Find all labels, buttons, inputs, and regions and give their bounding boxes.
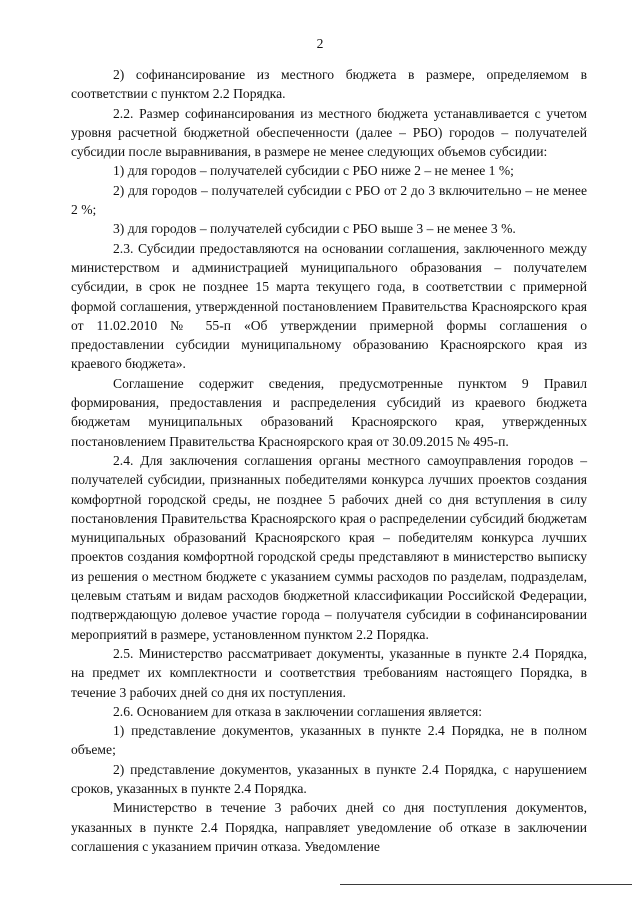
paragraph-rbo-2-to-3: 2) для городов – получателей субсидии с РБО от 2 до 3 включительно – не менее 2 %; <box>71 182 587 218</box>
paragraph-2-4: 2.4. Для заключения соглашения органы местного самоуправления городов – получателей субсидии, признанных победителями конкурса лучших проектов создания комфортной городской среды, не позднее 5 рабочих дней со дня вступления в силу постановления Правительства Красноярского края о распределении субсидий бюджетам муниципальных образований Красноярского края – победителям конкурса лучших проектов создания комфортной городской среды представляют в министерство выписку из решения о местном бюджете с указанием суммы расходов по разделам, подразделам, целевым статьям и видам расходов бюджетной классификации Российской Федерации, подтверждающую долевое участие города – получателя субсидии в софинансировании мероприятий в размере, установленном пунктом 2.2 Порядка. <box>71 452 587 642</box>
paragraph-agreement-contents: Соглашение содержит сведения, предусмотренные пунктом 9 Правил формирования, предоставления и распределения субсидий из краевого бюджета бюджетам муниципальных образований Красноярского края, утвержденных постановлением Правительства Красноярского края от 30.09.2015 № 495-п. <box>71 375 587 449</box>
paragraph-rbo-above-3: 3) для городов – получателей субсидии с РБО выше 3 – не менее 3 %. <box>113 221 516 237</box>
paragraph-2-6: 2.6. Основанием для отказа в заключении соглашения является: <box>113 703 483 719</box>
paragraph-2-2: 2.2. Размер софинансирования из местного бюджета устанавливается с учетом уровня расчетной бюджетной обеспеченности (далее – РБО) городов – получателей субсидии после выравнивания, в размере не менее следующих объемов субсидии: <box>71 105 587 160</box>
paragraph-2-5: 2.5. Министерство рассматривает документы, указанные в пункте 2.4 Порядка, на предмет их комплектности и соответствия требованиям настоящего Порядка, в течение 3 рабочих дней со дня их поступления. <box>71 645 587 700</box>
paragraph-rbo-below-2: 1) для городов – получателей субсидии с РБО ниже 2 – не менее 1 %; <box>113 163 514 179</box>
paragraph-cofinancing-item-2: 2) софинансирование из местного бюджета в размере, определяемом в соответствии с пунктом 2.2 Порядка. <box>71 67 587 102</box>
paragraph-2-3: 2.3. Субсидии предоставляются на основании соглашения, заключенного между министерством и администрацией муниципального образования – получателем субсидии, в срок не позднее 15 марта текущего года, в соответствии с примерной формой соглашения, утвержденной постановлением Правительства Красноярского края от 11.02.2010 № 55-п «Об утверждении примерной формы соглашения о предоставлении субсидии муниципальному образованию Красноярского края из краевого бюджета». <box>71 240 587 372</box>
footer-rule <box>340 884 632 885</box>
document-body <box>71 65 587 856</box>
paragraph-refusal-notice: Министерство в течение 3 рабочих дней со дня поступления документов, указанных в пункте 2.4 Порядка, направляет уведомление об отказе в заключении соглашения с указанием причин отказа. Уведомление <box>71 800 587 854</box>
page-number: 2 <box>316 36 324 51</box>
paragraph-refusal-reason-1: 1) представление документов, указанных в пункте 2.4 Порядка, не в полном объеме; <box>71 723 587 758</box>
paragraph-refusal-reason-2: 2) представление документов, указанных в пункте 2.4 Порядка, с нарушением сроков, указанных в пункте 2.4 Порядка. <box>71 761 587 796</box>
